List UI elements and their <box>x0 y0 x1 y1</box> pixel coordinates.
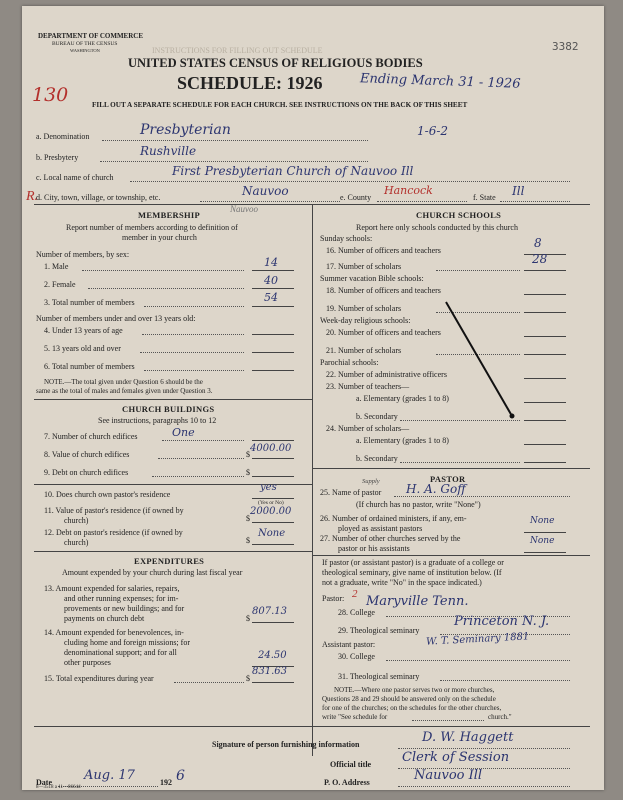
q14-label-2: cluding home and foreign missions; for <box>64 638 190 647</box>
q27-label-1: 27. Number of other churches served by the <box>320 534 461 543</box>
handwritten-ending-date: Ending March 31 - 1926 <box>359 71 521 92</box>
q14-label-3: denominational support; and for all <box>64 648 177 657</box>
q25-hint: (If church has no pastor, write "None") <box>356 500 481 509</box>
denomination-value: Presbyterian <box>140 122 231 138</box>
sunday-schools-label: Sunday schools: <box>320 234 373 243</box>
q17-value: 28 <box>532 252 548 266</box>
q15-dollar: $ <box>246 674 250 683</box>
q2-female-label: 2. Female <box>44 280 76 289</box>
official-title-label: Official title <box>330 760 372 769</box>
q25-value: H. A. Goff <box>406 482 466 496</box>
red-handwritten-number: 130 <box>32 84 69 106</box>
q16-value: 8 <box>534 236 542 250</box>
q5-over-13-label: 5. 13 years old and over <box>44 344 121 353</box>
margin-mark: R. <box>26 189 39 204</box>
expenditures-heading: EXPENDITURES <box>134 556 205 566</box>
q30-label: 30. College <box>338 652 375 661</box>
q13-label-1: 13. Amount expended for salaries, repairs, <box>44 584 180 593</box>
q26-label-1: 26. Number of ordained ministers, if any, em- <box>320 514 467 523</box>
q13-dollar: $ <box>246 614 250 623</box>
graduate-note-3: not a graduate, write "No" in the space indicated.) <box>322 578 482 587</box>
membership-intro-1: Report number of members according to definition of <box>66 223 238 232</box>
q16-label: 16. Number of officers and teachers <box>326 246 441 255</box>
pastor-note-3: for one of the churches; on the schedules for the other churches, <box>322 704 502 712</box>
q3-total-label: 3. Total number of members <box>44 298 135 307</box>
q24-label: 24. Number of scholars— <box>326 424 410 433</box>
q29-value: Princeton N. J. <box>454 614 550 629</box>
q29-label: 29. Theological seminary <box>338 626 420 635</box>
q15-label: 15. Total expenditures during year <box>44 674 154 683</box>
weekday-schools-label: Week-day religious schools: <box>320 316 411 325</box>
local-name-value: First Presbyterian Church of Nauvoo Ill <box>172 164 414 178</box>
column-divider <box>312 204 313 756</box>
membership-pencil-note: Nauvoo <box>230 204 258 214</box>
q15-value: 831.63 <box>252 666 287 677</box>
q7-value: One <box>172 426 195 439</box>
q13-label-4: payments on church debt <box>64 614 145 623</box>
presbytery-label: b. Presbytery <box>36 153 79 162</box>
q13-label-3: provements or new buildings; and for <box>64 604 185 613</box>
pastor-note-2: Questions 28 and 29 should be answered only on the schedule <box>322 695 496 703</box>
document-title: UNITED STATES CENSUS OF RELIGIOUS BODIES <box>128 56 423 70</box>
city-town-label: d. City, town, village, or township, etc. <box>36 193 161 202</box>
q14-value: 24.50 <box>258 650 287 661</box>
q31-label: 31. Theological seminary <box>338 672 420 681</box>
expenditures-sub: Amount expended by your church during last fiscal year <box>62 568 243 577</box>
q24a-label: a. Elementary (grades 1 to 8) <box>356 436 449 445</box>
membership-heading: MEMBERSHIP <box>138 210 201 220</box>
pastor-heading: PASTOR <box>430 474 466 484</box>
q12-label-2: church) <box>64 538 89 547</box>
po-address-label: P. O. Address <box>324 778 370 787</box>
schedule-title: SCHEDULE: 1926 <box>177 73 323 93</box>
q13-value: 807.13 <box>252 606 287 617</box>
church-schools-heading: CHURCH SCHOOLS <box>416 210 502 220</box>
pastor-note-1: NOTE.—Where one pastor serves two or more churches, <box>334 686 495 694</box>
q19-label: 19. Number of scholars <box>326 304 402 313</box>
q10-hint: (Yes or No) <box>258 500 284 506</box>
q22-label: 22. Number of administrative officers <box>326 370 447 379</box>
city-town-value: Nauvoo <box>242 184 289 198</box>
q24b-label: b. Secondary <box>356 454 398 463</box>
signature-label: Signature of person furnishing information <box>212 740 360 749</box>
denomination-label: a. Denomination <box>36 132 90 141</box>
summer-schools-label: Summer vacation Bible schools: <box>320 274 424 283</box>
q18-label: 18. Number of officers and teachers <box>326 286 441 295</box>
membership-note-1: NOTE.—The total given under Question 6 should be the <box>44 378 203 386</box>
q12-dollar: $ <box>246 536 250 545</box>
by-sex-label: Number of members, by sex: <box>36 250 130 259</box>
q8-label: 8. Value of church edifices <box>44 450 130 459</box>
q23a-label: a. Elementary (grades 1 to 8) <box>356 394 449 403</box>
q26-label-2: ployed as assistant pastors <box>338 524 423 533</box>
city-label: WASHINGTON <box>70 48 100 53</box>
q25-supply-note: Supply <box>362 478 380 485</box>
under-over-label: Number of members under and over 13 years old: <box>36 314 196 323</box>
q28-label: 28. College <box>338 608 375 617</box>
q11-value: 2000.00 <box>250 506 292 517</box>
q7-label: 7. Number of church edifices <box>44 432 138 441</box>
q23b-label: b. Secondary <box>356 412 398 421</box>
q29-extra: W. T. Seminary 1881 <box>425 631 530 648</box>
pastor-note-5: church." <box>488 713 512 721</box>
graduate-note-2: theological seminary, give name of institution below. (If <box>322 568 502 577</box>
state-label: f. State <box>473 193 496 202</box>
q27-label-2: pastor or his assistants <box>338 544 410 553</box>
parochial-schools-label: Parochial schools: <box>320 358 379 367</box>
signature-value: D. W. Haggett <box>422 730 514 745</box>
q25-label: 25. Name of pastor <box>320 488 382 497</box>
pastor-red-mark: 2 <box>352 588 358 600</box>
q20-label: 20. Number of officers and teachers <box>326 328 441 337</box>
denomination-code: 1-6-2 <box>417 124 449 138</box>
q3-total-value: 54 <box>264 291 278 304</box>
q1-male-value: 14 <box>264 256 278 269</box>
buildings-instructions: See instructions, paragraphs 10 to 12 <box>98 416 217 425</box>
faded-back-text: INSTRUCTIONS FOR FILLING OUT SCHEDULE <box>152 46 323 55</box>
q10-label: 10. Does church own pastor's residence <box>44 490 171 499</box>
q9-dollar: $ <box>246 468 250 477</box>
graduate-note-1: If pastor (or assistant pastor) is a graduate of a college or <box>322 558 504 567</box>
q11-label-2: church) <box>64 516 89 525</box>
membership-intro-2: member in your church <box>122 233 197 242</box>
county-label: e. County <box>340 193 372 202</box>
q17-label: 17. Number of scholars <box>326 262 402 271</box>
q12-label-1: 12. Debt on pastor's residence (if owned by <box>44 528 183 537</box>
year-digit: 6 <box>176 768 185 784</box>
bureau-label: BUREAU OF THE CENSUS <box>52 41 118 47</box>
q27-value: None <box>530 536 555 546</box>
official-title-value: Clerk of Session <box>402 750 510 765</box>
county-value: Hancock <box>384 184 433 197</box>
q1-male-label: 1. Male <box>44 262 69 271</box>
membership-note-2: same as the total of males and females given under Question 3. <box>36 387 213 395</box>
po-address-value: Nauvoo Ill <box>414 768 483 783</box>
serial-number: 3382 <box>552 40 579 53</box>
q9-label: 9. Debt on church edifices <box>44 468 129 477</box>
separate-schedule-instruction: FILL OUT A SEPARATE SCHEDULE FOR EACH CHURCH. SEE INSTRUCTIONS ON THE BACK OF THIS SHEET <box>92 101 468 109</box>
q8-value: 4000.00 <box>250 443 292 454</box>
census-schedule-sheet <box>22 6 604 790</box>
date-value: Aug. 17 <box>84 768 135 783</box>
q8-dollar: $ <box>246 450 250 459</box>
q4-under-13-label: 4. Under 13 years of age <box>44 326 123 335</box>
church-buildings-heading: CHURCH BUILDINGS <box>122 404 215 414</box>
assistant-pastor-label: Assistant pastor: <box>322 640 376 649</box>
form-number: 8—3518 a 11—8664d <box>36 785 81 790</box>
pastor-label: Pastor: <box>322 594 345 603</box>
state-value: Ill <box>512 184 525 198</box>
q11-label-1: 11. Value of pastor's residence (if owned by <box>44 506 184 515</box>
q13-label-2: and other running expenses; for im- <box>64 594 179 603</box>
q23-label: 23. Number of teachers— <box>326 382 410 391</box>
pastor-note-4: write "See schedule for <box>322 713 388 721</box>
q26-value: None <box>530 516 555 526</box>
q21-label: 21. Number of scholars <box>326 346 402 355</box>
year-prefix: 192 <box>160 778 172 787</box>
q6-total-label: 6. Total number of members <box>44 362 135 371</box>
cancel-stroke <box>442 298 522 428</box>
q14-label-4: other purposes <box>64 658 111 667</box>
presbytery-value: Rushville <box>140 144 197 158</box>
q11-dollar: $ <box>246 514 250 523</box>
q28-value: Maryville Tenn. <box>366 594 469 609</box>
q12-value: None <box>258 528 286 539</box>
local-name-label: c. Local name of church <box>36 173 114 182</box>
department-label: DEPARTMENT OF COMMERCE <box>38 32 144 40</box>
q14-label-1: 14. Amount expended for benevolences, in- <box>44 628 184 637</box>
schools-sub: Report here only schools conducted by this church <box>356 223 518 232</box>
q2-female-value: 40 <box>264 274 278 287</box>
q10-value: yes <box>260 482 277 493</box>
date-label: Date <box>36 778 52 787</box>
